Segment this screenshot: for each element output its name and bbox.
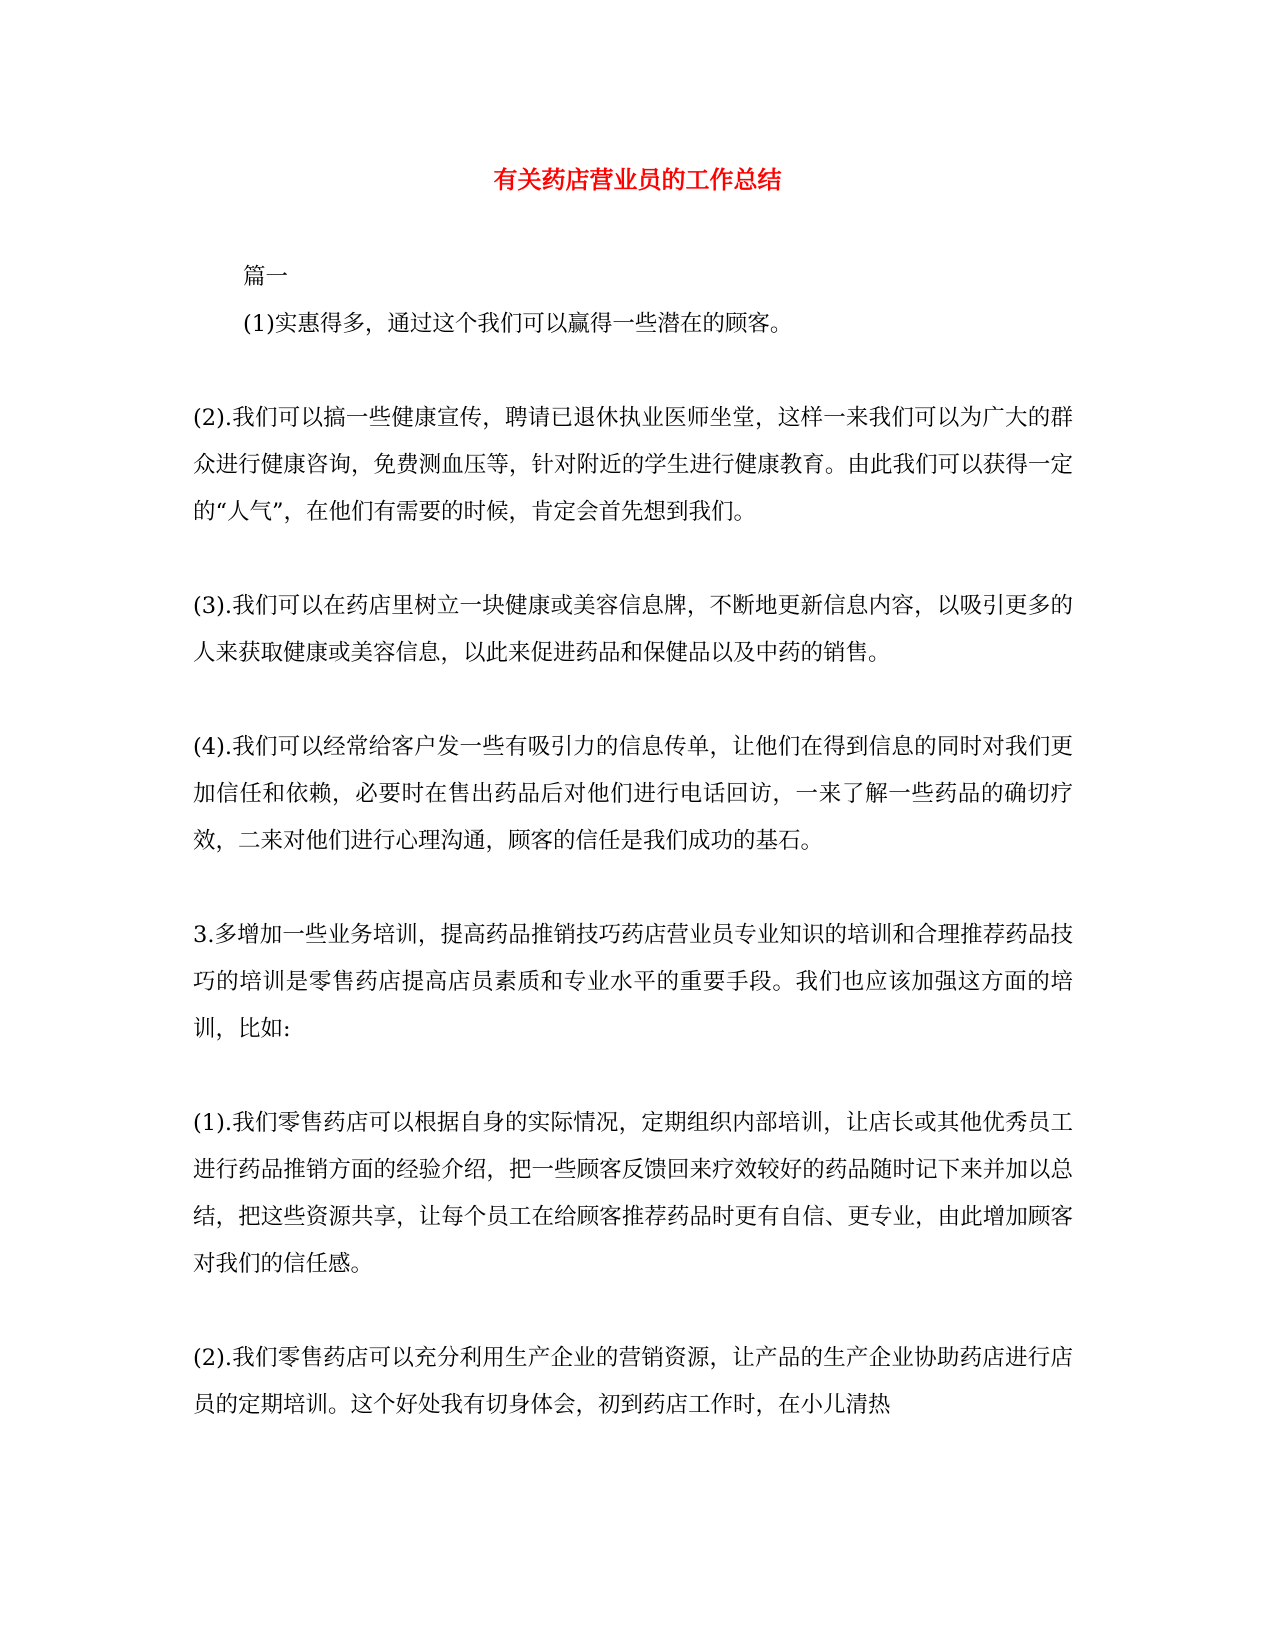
document-body <box>193 254 1073 1429</box>
paragraph: (1)实惠得多，通过这个我们可以赢得一些潜在的顾客。 <box>243 311 793 337</box>
paragraph: (2).我们可以搞一些健康宣传，聘请已退休执业医师坐堂，这样一来我们可以为广大的群众进行健康咨询，免费测血压等，针对附近的学生进行健康教育。由此我们可以获得一定的“人气”，在他们有需要的时候，肯定会首先想到我们。 <box>193 405 1073 525</box>
paragraph: 3.多增加一些业务培训，提高药品推销技巧药店营业员专业知识的培训和合理推荐药品技巧的培训是零售药店提高店员素质和专业水平的重要手段。我们也应该加强这方面的培训，比如: <box>193 922 1073 1042</box>
paragraph: (4).我们可以经常给客户发一些有吸引力的信息传单，让他们在得到信息的同时对我们更加信任和依赖，必要时在售出药品后对他们进行电话回访，一来了解一些药品的确切疗效，二来对他们进行心理沟通，顾客的信任是我们成功的基石。 <box>193 734 1073 854</box>
paragraph: (3).我们可以在药店里树立一块健康或美容信息牌，不断地更新信息内容，以吸引更多的人来获取健康或美容信息，以此来促进药品和保健品以及中药的销售。 <box>193 593 1073 666</box>
paragraph: (2).我们零售药店可以充分利用生产企业的营销资源，让产品的生产企业协助药店进行店员的定期培训。这个好处我有切身体会，初到药店工作时，在小儿清热 <box>193 1345 1073 1418</box>
paragraph: (1).我们零售药店可以根据自身的实际情况，定期组织内部培训，让店长或其他优秀员工进行药品推销方面的经验介绍，把一些顾客反馈回来疗效较好的药品随时记下来并加以总结，把这些资源共享，让每个员工在给顾客推荐药品时更有自信、更专业，由此增加顾客对我们的信任感。 <box>193 1110 1073 1277</box>
section-heading: 篇一 <box>243 264 289 290</box>
document-title: 有关药店营业员的工作总结 <box>493 165 782 194</box>
